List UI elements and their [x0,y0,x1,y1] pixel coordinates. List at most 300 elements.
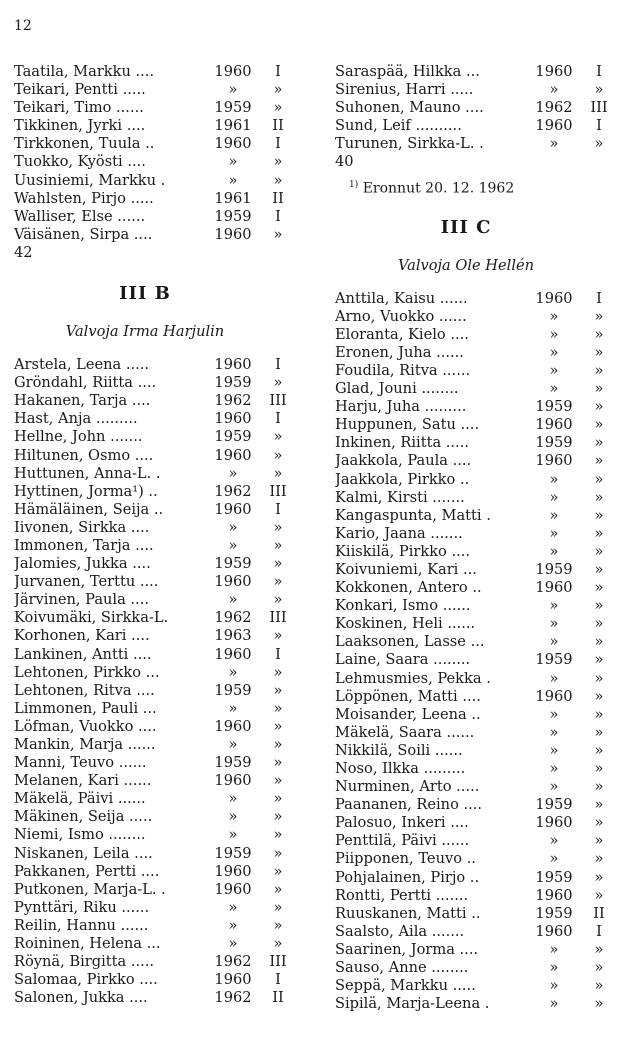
student-name: Immonen, Tarja .... [14,536,154,554]
student-year: 1960 [214,862,252,880]
student-year: 1960 [535,922,573,940]
student-name: Mäkelä, Päivi ...... [14,790,146,808]
student-name: Ruuskanen, Matti .. [335,904,481,922]
student-class: » [273,591,283,609]
student-year: 1960 [214,135,252,153]
student-class: I [275,971,281,989]
student-class: I [275,356,281,374]
student-name: Foudila, Ritva ...... [335,361,471,379]
student-name: Röynä, Birgitta ..... [14,953,155,971]
student-class: » [273,518,283,536]
student-name: Melanen, Kari ...... [14,772,152,790]
student-row [14,989,304,1007]
student-row [14,135,304,153]
student-class: » [273,699,283,717]
student-row [335,959,625,977]
student-row [14,501,304,519]
right-top-count: 40 [335,153,354,171]
student-class: III [269,482,287,500]
student-year: 1959 [214,754,252,772]
student-class: » [273,790,283,808]
student-year: » [549,524,559,542]
student-name: Sipilä, Marja-Leena . [335,995,490,1013]
student-year: » [549,633,559,651]
student-year: » [549,542,559,560]
student-name: Eronen, Juha ...... [335,343,464,361]
student-year: 1962 [214,953,252,971]
student-year: » [549,832,559,850]
student-row [14,374,304,392]
student-name: Piipponen, Teuvo .. [335,850,476,868]
student-year: 1959 [535,904,573,922]
student-row [335,452,625,470]
student-row [335,778,625,796]
student-name: Koivumäki, Sirkka-L. [14,609,169,627]
student-class: » [594,705,604,723]
student-class: » [273,717,283,735]
student-class: » [273,862,283,880]
student-name: Löfman, Vuokko .... [14,717,157,735]
left-top-count: 42 [14,243,33,261]
student-name: Glad, Jouni ........ [335,380,459,398]
student-year: » [549,597,559,615]
student-year: 1959 [214,99,252,117]
student-row [335,362,625,380]
student-name: Lankinen, Antti .... [14,645,152,663]
student-name: Teikari, Timo ...... [14,99,144,117]
student-class: » [594,135,604,153]
student-row [335,507,625,525]
student-class: » [273,99,283,117]
student-class: » [273,446,283,464]
student-year: » [228,916,238,934]
student-class: » [273,880,283,898]
student-name: Manni, Teuvo ...... [14,754,147,772]
student-name: Jurvanen, Terttu .... [14,573,159,591]
student-row [14,519,304,537]
student-name: Hiltunen, Osmo .... [14,446,154,464]
student-year: » [228,808,238,826]
student-year: » [549,669,559,687]
student-class: » [273,153,283,171]
student-row [14,99,304,117]
student-row [335,471,625,489]
student-row [335,796,625,814]
student-name: Harju, Juha ......... [335,398,467,416]
student-name: Huttunen, Anna-L. . [14,464,161,482]
student-year: » [549,741,559,759]
student-year: 1959 [214,374,252,392]
student-class: II [593,904,605,922]
right-column [335,63,625,1013]
student-class: » [273,772,283,790]
student-class: » [594,778,604,796]
student-row [335,742,625,760]
student-name: Lehmusmies, Pekka . [335,669,491,687]
student-name: Anttila, Kaisu ...... [335,289,468,307]
student-class: » [594,488,604,506]
student-name: Eloranta, Kielo .... [335,325,469,343]
student-row [14,790,304,808]
student-row [14,899,304,917]
student-year: » [549,940,559,958]
student-name: Laaksonen, Lasse ... [335,633,485,651]
student-class: » [594,579,604,597]
student-class: » [273,736,283,753]
student-class: » [594,723,604,741]
student-name: Hämäläinen, Seija .. [14,500,164,518]
student-name: Lehtonen, Pirkko ... [14,663,160,681]
student-year: 1960 [214,645,252,663]
student-year: » [228,826,238,844]
student-class: II [272,117,284,135]
student-name: Turunen, Sirkka-L. . [335,135,484,153]
student-name: Nurminen, Arto ..... [335,778,480,796]
student-name: Löppönen, Matti .... [335,687,481,705]
student-name: Arno, Vuokko ...... [335,307,467,325]
student-row [335,63,625,81]
student-name: Mankin, Marja ...... [14,736,156,753]
student-name: Saalsto, Aila ....... [335,922,465,940]
student-class: » [594,814,604,832]
section-heading-iii-c: III C [440,216,492,238]
student-row [14,483,304,501]
student-year: 1963 [214,627,252,645]
student-name: Penttilä, Päivi ...... [335,832,470,850]
student-row [14,627,304,645]
student-class: » [273,844,283,862]
student-row [14,826,304,844]
student-year: 1960 [214,225,252,243]
student-name: Järvinen, Paula .... [14,591,149,609]
student-row [14,664,304,682]
student-row [335,814,625,832]
student-row [335,290,625,308]
student-name: Palosuo, Inkeri .... [335,814,469,832]
student-class: » [594,361,604,379]
student-class: » [594,796,604,814]
student-name: Moisander, Leena .. [335,705,481,723]
student-class: » [594,81,604,99]
student-year: 1960 [214,573,252,591]
student-year: » [549,488,559,506]
student-class: » [594,506,604,524]
student-row [14,971,304,989]
student-row [14,63,304,81]
student-row [335,850,625,868]
student-class: » [594,325,604,343]
student-year: » [549,506,559,524]
student-class: » [594,741,604,759]
student-year: » [228,898,238,916]
student-year: 1959 [535,868,573,886]
student-year: 1960 [535,687,573,705]
student-row [14,447,304,465]
student-year: 1959 [214,555,252,573]
student-year: 1960 [535,814,573,832]
student-name: Inkinen, Riitta ..... [335,434,469,452]
student-name: Walliser, Else ...... [14,207,146,225]
student-row [14,356,304,374]
student-name: Niemi, Ismo ........ [14,826,146,844]
student-name: Lehtonen, Ritva .... [14,681,155,699]
student-row [335,760,625,778]
student-class: » [273,374,283,392]
student-class: » [594,669,604,687]
student-year: » [549,778,559,796]
student-class: II [272,189,284,207]
student-year: 1959 [214,428,252,446]
student-row [335,398,625,416]
student-year: » [228,591,238,609]
student-name: Tuokko, Kyösti .... [14,153,146,171]
student-row [335,887,625,905]
student-name: Huppunen, Satu .... [335,416,480,434]
student-year: » [228,171,238,189]
student-class: » [594,687,604,705]
student-row [335,117,625,135]
student-name: Suhonen, Mauno .... [335,99,484,117]
student-year: » [549,615,559,633]
left-column [14,63,304,1007]
student-year: 1962 [214,989,252,1007]
student-class: » [273,627,283,645]
student-row [335,923,625,941]
footnote-text: Eronnut 20. 12. 1962 [362,180,515,197]
student-class: » [273,225,283,243]
student-class: » [273,935,283,953]
student-row [14,81,304,99]
student-row [335,633,625,651]
student-name: Tikkinen, Jyrki .... [14,117,146,135]
student-name: Arstela, Leena ..... [14,356,150,374]
student-row [335,597,625,615]
student-row [335,706,625,724]
student-year: 1960 [214,500,252,518]
student-name: Sund, Leif .......... [335,117,462,135]
student-row [335,380,625,398]
student-class: » [594,868,604,886]
student-row [335,434,625,452]
student-name: Koskinen, Heli ...... [335,615,476,633]
student-class: » [594,524,604,542]
student-row [335,416,625,434]
student-name: Salomaa, Pirkko .... [14,971,158,989]
student-name: Roininen, Helena ... [14,935,161,953]
student-name: Jaakkola, Paula .... [335,452,472,470]
student-row [14,465,304,483]
student-name: Noso, Ilkka ......... [335,760,466,777]
student-row [14,700,304,718]
student-year: » [228,464,238,482]
right-top-list [335,63,625,153]
student-row [335,724,625,742]
student-year: 1959 [535,796,573,814]
student-year: » [228,663,238,681]
student-row [335,905,625,923]
student-name: Kangaspunta, Matti . [335,506,491,524]
student-class: » [273,573,283,591]
student-class: » [273,898,283,916]
student-row [335,326,625,344]
student-class: » [594,850,604,868]
student-row [14,736,304,754]
student-row [14,772,304,790]
student-name: Pohjalainen, Pirjo .. [335,868,480,886]
student-class: » [273,754,283,772]
student-name: Jalomies, Jukka .... [14,555,151,573]
student-class: » [594,977,604,995]
student-class: » [273,663,283,681]
student-year: 1960 [214,971,252,989]
student-class: III [590,99,608,117]
student-row [14,863,304,881]
student-name: Hast, Anja ......... [14,410,138,428]
student-name: Uusiniemi, Markku . [14,171,166,189]
student-row [14,226,304,244]
student-row [335,869,625,887]
student-row [14,718,304,736]
student-class: » [273,81,283,99]
student-row [14,646,304,664]
student-year: 1960 [214,880,252,898]
student-class: I [596,63,602,80]
student-year: » [549,470,559,488]
student-row [335,525,625,543]
student-year: 1962 [535,99,573,117]
student-year: 1962 [214,609,252,627]
student-class: » [594,452,604,470]
student-year: » [228,518,238,536]
student-row [335,977,625,995]
student-name: Pakkanen, Pertti .... [14,862,160,880]
student-name: Hyttinen, Jorma¹) .. [14,482,158,500]
student-year: 1960 [535,289,573,307]
student-year: » [549,995,559,1013]
student-row [335,651,625,669]
student-row [335,344,625,362]
student-name: Tirkkonen, Tuula .. [14,135,155,153]
student-year: 1960 [214,772,252,790]
student-row [335,308,625,326]
student-name: Wahlsten, Pirjo ..... [14,189,154,207]
student-year: 1960 [535,886,573,904]
student-name: Mäkelä, Saara ...... [335,723,475,741]
student-class: I [596,289,602,307]
student-name: Limmonen, Pauli ... [14,699,157,717]
student-row [14,153,304,171]
student-class: III [269,953,287,971]
student-class: I [596,922,602,940]
footnote-mark: 1) [349,179,359,190]
student-name: Putkonen, Marja-L. . [14,880,166,898]
student-row [14,609,304,627]
student-name: Sauso, Anne ........ [335,959,469,977]
student-class: I [275,410,281,428]
supervisor-iii-b: Valvoja Irma Harjulin [65,323,225,341]
student-class: » [273,171,283,189]
student-year: 1961 [214,189,252,207]
student-class: » [594,307,604,325]
student-class: » [594,597,604,615]
supervisor-iii-c: Valvoja Ole Hellén [397,256,535,274]
student-name: Nikkilä, Soili ...... [335,741,463,759]
student-name: Laine, Saara ........ [335,651,471,669]
left-top-list [14,63,304,244]
student-class: » [594,434,604,452]
student-row [14,881,304,899]
student-year: » [549,307,559,325]
student-row [335,995,625,1013]
student-row [335,941,625,959]
student-row [14,172,304,190]
student-year: » [549,380,559,398]
student-row [14,591,304,609]
student-name: Niskanen, Leila .... [14,844,153,862]
student-year: 1959 [535,651,573,669]
student-row [14,573,304,591]
student-year: 1960 [535,63,573,80]
student-row [335,99,625,117]
student-row [335,135,625,153]
right-student-list [335,290,625,1014]
student-name: Kalmi, Kirsti ....... [335,488,465,506]
student-class: » [594,940,604,958]
student-class: » [594,633,604,651]
student-class: » [594,560,604,578]
student-year: 1960 [214,446,252,464]
student-row [14,117,304,135]
student-year: » [228,81,238,99]
student-row [335,81,625,99]
student-name: Iivonen, Sirkka .... [14,518,150,536]
student-class: » [273,916,283,934]
student-class: » [273,681,283,699]
student-class: » [594,886,604,904]
student-year: 1959 [535,560,573,578]
student-name: Seppä, Markku ..... [335,977,476,995]
student-name: Jaakkola, Pirkko .. [335,470,470,488]
student-name: Mäkinen, Seija ..... [14,808,153,826]
student-year: 1960 [535,117,573,135]
student-year: 1960 [214,356,252,374]
student-row [14,428,304,446]
student-class: » [273,826,283,844]
student-name: Hakanen, Tarja .... [14,392,151,410]
student-name: Kiiskilä, Pirkko .... [335,542,471,560]
student-year: 1960 [535,579,573,597]
student-class: I [275,500,281,518]
student-year: » [228,790,238,808]
student-year: » [549,977,559,995]
student-year: » [549,705,559,723]
student-row [335,670,625,688]
student-year: » [549,361,559,379]
student-year: » [549,723,559,741]
student-class: » [594,832,604,850]
student-row [14,808,304,826]
student-row [335,561,625,579]
student-row [14,682,304,700]
student-class: » [594,651,604,669]
student-name: Koivuniemi, Kari ... [335,560,477,578]
left-student-list [14,356,304,1007]
student-class: » [594,470,604,488]
student-year: » [228,699,238,717]
student-name: Teikari, Pentti ..... [14,81,146,99]
student-row [335,688,625,706]
student-row [14,953,304,971]
